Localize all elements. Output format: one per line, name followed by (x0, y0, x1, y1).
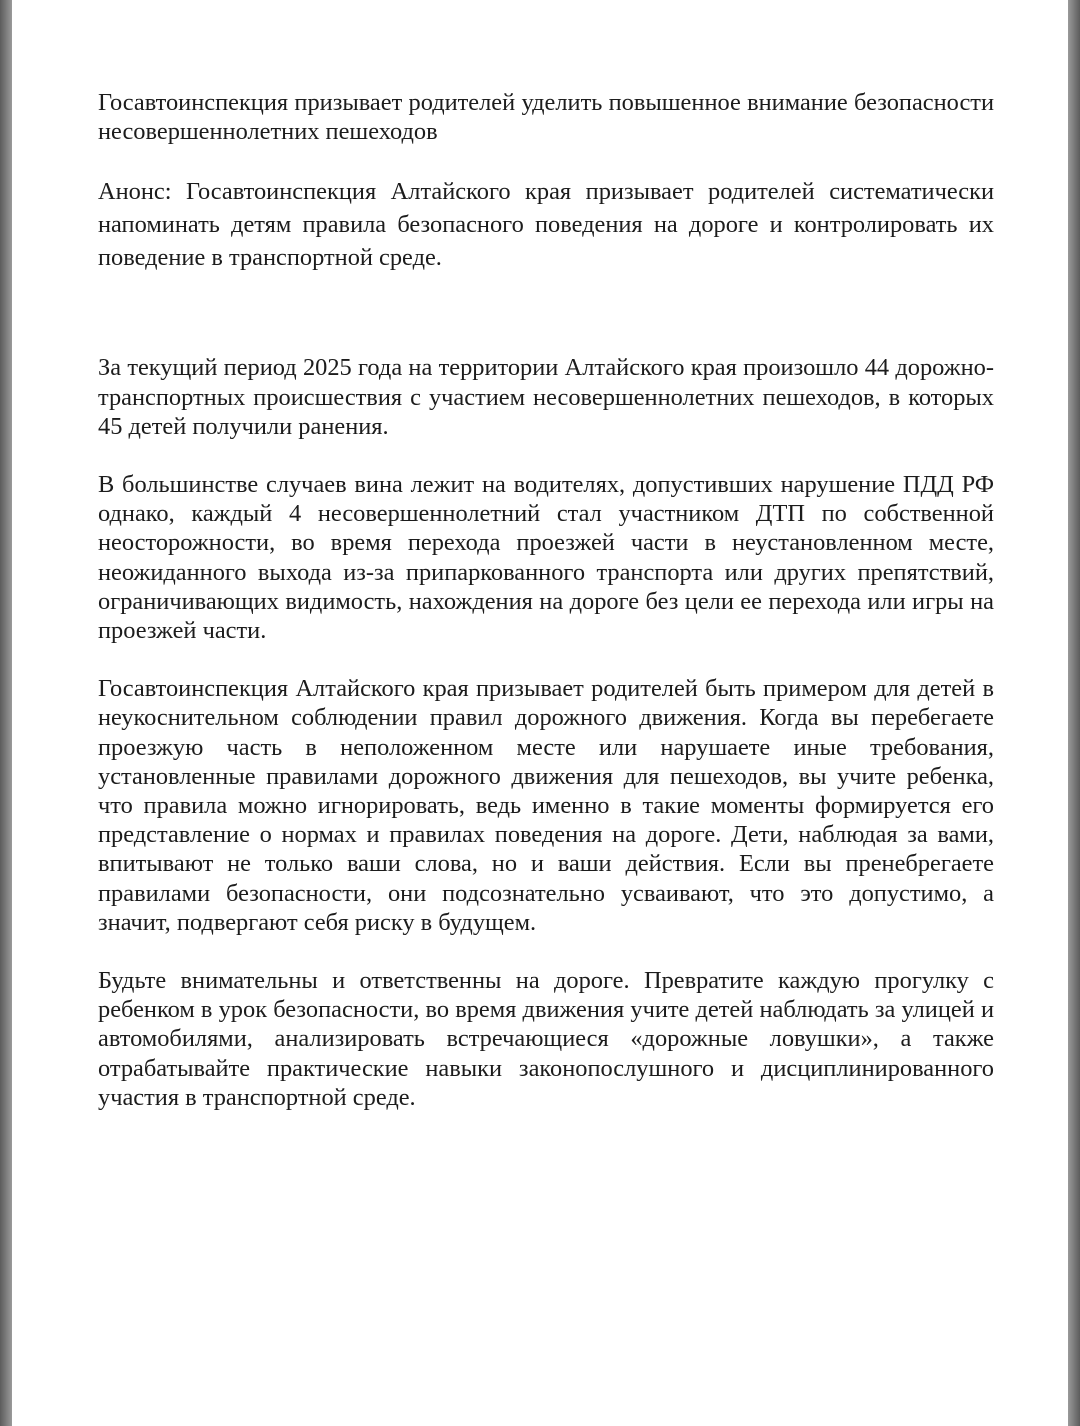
page-shadow-left (0, 0, 12, 1426)
announcement-paragraph: Анонс: Госавтоинспекция Алтайского края призывает родителей систематически напоминать детям правила безопасного поведения на дороге и контролировать их поведение в транспортной среде. (98, 178, 994, 272)
document-page (12, 0, 1068, 1426)
paragraph-causes: В большинстве случаев вина лежит на водителях, допустивших нарушение ПДД РФ однако, каждый 4 несовершеннолетний стал участником ДТП по собственной неосторожности, во время перехода проезжей части в неустановленном месте, неожиданного выхода из-за припаркованного транспорта или других препятствий, ограничивающих видимость, нахождения на дороге без цели ее перехода или игры на проезжей части. (98, 471, 994, 645)
paragraph-call-to-action: Будьте внимательны и ответственны на дороге. Превратите каждую прогулку с ребенком в урок безопасности, во время движения учите детей наблюдать за улицей и автомобилями, анализировать встречающиеся «дорожные ловушки», а также отрабатывайте практические навыки законопослушного и дисциплинированного участия в транспортной среде. (98, 967, 994, 1111)
page-shadow-right (1068, 0, 1080, 1426)
document-body (98, 88, 994, 1141)
paragraph-parents-example: Госавтоинспекция Алтайского края призывает родителей быть примером для детей в неукоснительном соблюдении правил дорожного движения. Когда вы перебегаете проезжую часть в неположенном месте или нарушаете иные требования, установленные правилами дорожного движения для пешеходов, вы учите ребенка, что правила можно игнорировать, ведь именно в такие моменты формируется его представление о нормах и правилах поведения на дороге. Дети, наблюдая за вами, впитывают не только ваши слова, но и ваши действия. Если вы пренебрегаете правилами безопасности, они подсознательно усваивают, что это допустимо, а значит, подвергают себя риску в будущем. (98, 675, 994, 936)
paragraph-statistics: За текущий период 2025 года на территории Алтайского края произошло 44 дорожно-транспортных происшествия с участием несовершеннолетних пешеходов, в которых 45 детей получили ранения. (98, 354, 994, 440)
document-title: Госавтоинспекция призывает родителей уделить повышенное внимание безопасности несовершеннолетних пешеходов (98, 89, 994, 146)
